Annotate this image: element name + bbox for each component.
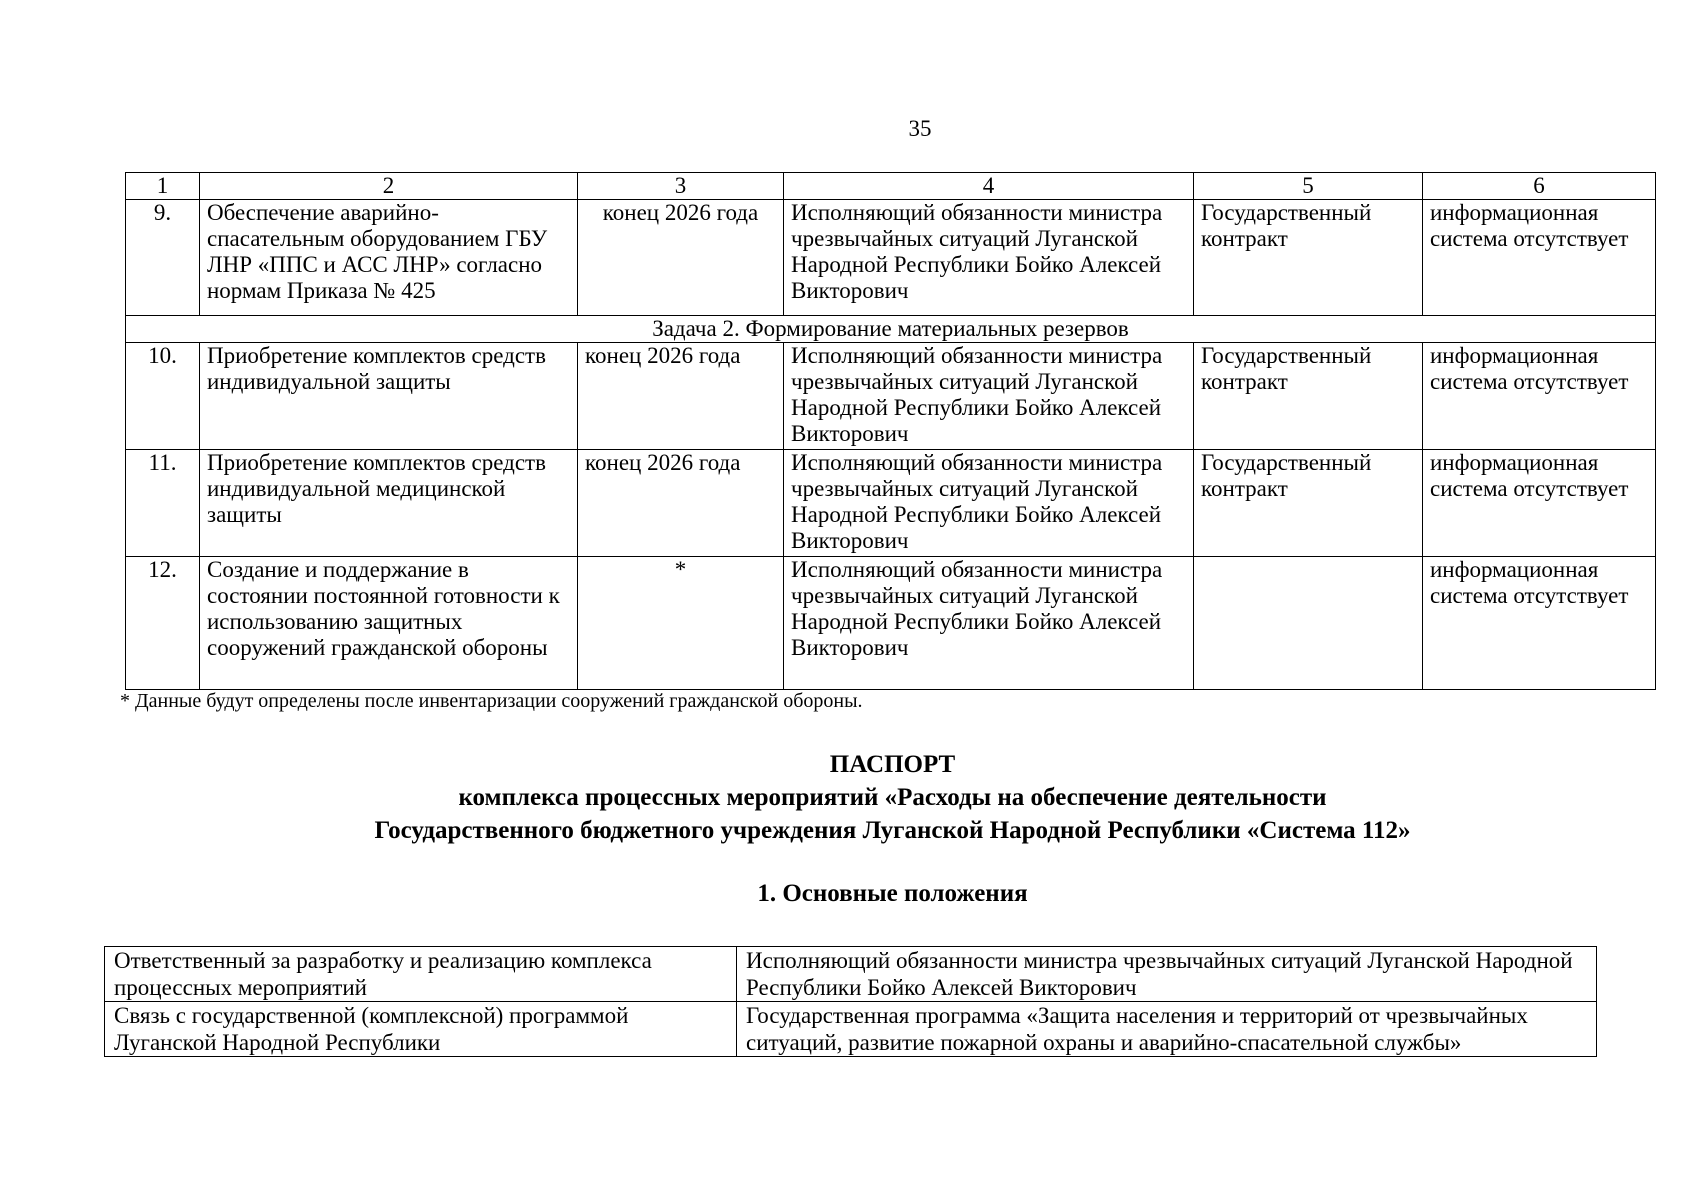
table-row (105, 947, 1597, 1002)
document-cell (1194, 557, 1423, 690)
basic-provisions-table (104, 946, 1597, 1057)
table-row (126, 557, 1656, 690)
events-table (125, 172, 1656, 690)
document-cell: Государственный контракт (1194, 343, 1423, 450)
column-header: 1 (126, 173, 200, 200)
section-heading: 1. Основные положения (757, 880, 1028, 907)
task-row (126, 316, 1656, 343)
column-header: 3 (578, 173, 784, 200)
info-system-cell: информационная система отсутствует (1423, 450, 1656, 557)
passport-title-block (0, 748, 1697, 847)
footnote: * Данные будут определены после инвентаризации сооружений гражданской обороны. (120, 690, 863, 712)
column-header: 6 (1423, 173, 1656, 200)
responsible-cell: Исполняющий обязанности министра чрезвычайных ситуаций Луганской Народной Республики Бойко Алексей Викторович (784, 450, 1194, 557)
responsible-cell: Исполняющий обязанности министра чрезвычайных ситуаций Луганской Народной Республики Бойко Алексей Викторович (784, 343, 1194, 450)
responsible-cell: Исполняющий обязанности министра чрезвычайных ситуаций Луганской Народной Республики Бойко Алексей Викторович (784, 557, 1194, 690)
column-header: 4 (784, 173, 1194, 200)
table-row (126, 343, 1656, 450)
provision-label: Связь с государственной (комплексной) программой Луганской Народной Республики (105, 1002, 737, 1057)
passport-subtitle-line-1: комплекса процессных мероприятий «Расходы на обеспечение деятельности (458, 784, 1327, 811)
deadline-cell: * (578, 557, 784, 690)
provision-value: Государственная программа «Защита населения и территорий от чрезвычайных ситуаций, развитие пожарной охраны и аварийно-спасательной службы» (737, 1002, 1597, 1057)
deadline-cell: конец 2026 года (578, 200, 784, 316)
event-cell: Приобретение комплектов средств индивидуальной медицинской защиты (200, 450, 578, 557)
provision-label: Ответственный за разработку и реализацию комплекса процессных мероприятий (105, 947, 737, 1002)
info-system-cell: информационная система отсутствует (1423, 200, 1656, 316)
event-cell: Обеспечение аварийно-спасательным оборудованием ГБУ ЛНР «ППС и АСС ЛНР» согласно нормам Приказа № 425 (200, 200, 578, 316)
table-row (126, 200, 1656, 316)
document-cell: Государственный контракт (1194, 450, 1423, 557)
row-number: 10. (126, 343, 200, 450)
responsible-cell: Исполняющий обязанности министра чрезвычайных ситуаций Луганской Народной Республики Бойко Алексей Викторович (784, 200, 1194, 316)
event-cell: Создание и поддержание в состоянии постоянной готовности к использованию защитных сооружений гражданской обороны (200, 557, 578, 690)
document-cell: Государственный контракт (1194, 200, 1423, 316)
deadline-cell: конец 2026 года (578, 343, 784, 450)
deadline-cell: конец 2026 года (578, 450, 784, 557)
column-header: 2 (200, 173, 578, 200)
event-cell: Приобретение комплектов средств индивидуальной защиты (200, 343, 578, 450)
row-number: 9. (126, 200, 200, 316)
row-number: 12. (126, 557, 200, 690)
info-system-cell: информационная система отсутствует (1423, 557, 1656, 690)
table-header-row (126, 173, 1656, 200)
provision-value: Исполняющий обязанности министра чрезвычайных ситуаций Луганской Народной Республики Бойко Алексей Викторович (737, 947, 1597, 1002)
table-row (105, 1002, 1597, 1057)
page-number: 35 (908, 116, 932, 141)
info-system-cell: информационная система отсутствует (1423, 343, 1656, 450)
passport-subtitle-line-2: Государственного бюджетного учреждения Луганской Народной Республики «Система 112» (374, 817, 1411, 844)
column-header: 5 (1194, 173, 1423, 200)
row-number: 11. (126, 450, 200, 557)
task-heading: Задача 2. Формирование материальных резервов (126, 316, 1656, 343)
table-row (126, 450, 1656, 557)
passport-title: ПАСПОРТ (829, 751, 956, 778)
